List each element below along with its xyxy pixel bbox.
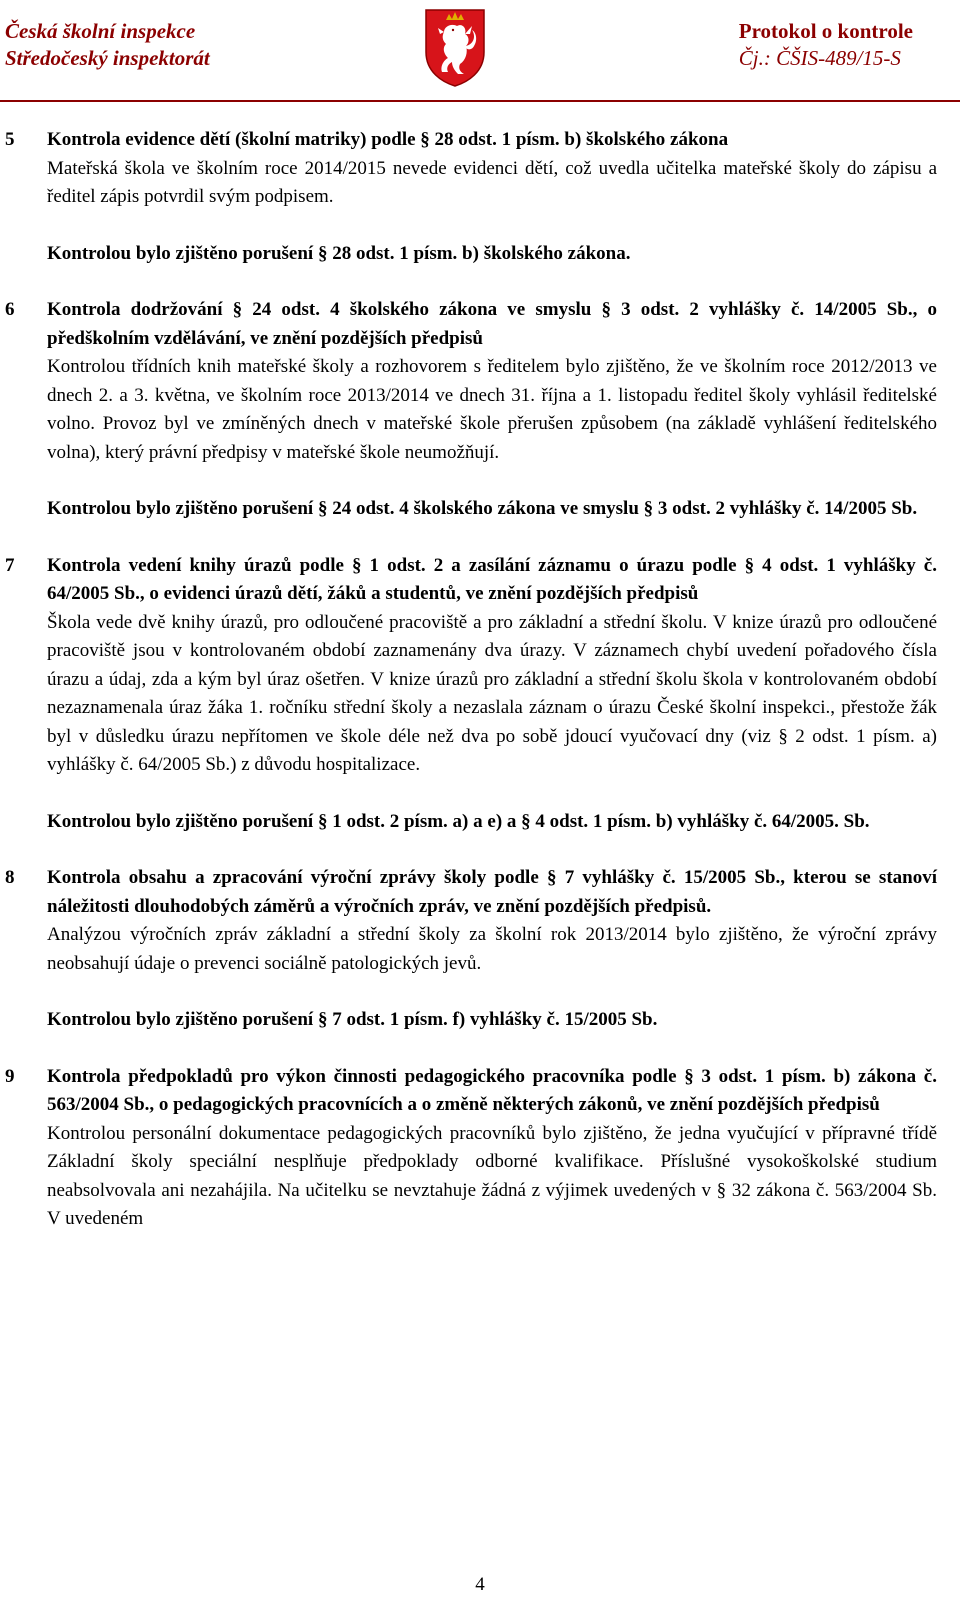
section-8: [5, 864, 937, 1035]
section-5: [5, 126, 937, 268]
spacer: [47, 780, 937, 808]
header-org-line1: Česká školní inspekce: [5, 19, 196, 43]
spacer: [5, 1035, 937, 1063]
header-organization: [5, 18, 210, 72]
spacer: [47, 467, 937, 495]
section-finding: Kontrolou bylo zjištěno porušení § 24 odst. 4 školského zákona ve smyslu § 3 odst. 2 vyhlášky č. 14/2005 Sb.: [47, 498, 918, 519]
spacer: [5, 524, 937, 552]
section-text: Kontrolou třídních knih mateřské školy a rozhovorem s ředitelem bylo zjištěno, že ve školním roce 2012/2013 ve dnech 2. a 3. května, ve školním roce 2013/2014 ve dnech 31. října a 1. listopadu ředitel školy vyhlásil ředitelské volno. Provoz byl ve zmíněných dnech v mateřské škole přerušen způsobem (na základě vyhlášení ředitelského volna), který právní předpisy v mateřské škole neumožňují.: [47, 356, 937, 463]
section-text: Analýzou výročních zpráv základní a střední školy za školní rok 2013/2014 bylo zjištěno, že výroční zprávy neobsahují údaje o prevenci sociálně patologických jevů.: [47, 924, 937, 974]
section-body: [47, 126, 937, 268]
section-number: 7: [5, 554, 15, 576]
section-9: [5, 1063, 937, 1234]
spacer: [5, 268, 937, 296]
section-6: [5, 296, 937, 524]
section-finding: Kontrolou bylo zjištěno porušení § 1 odst. 2 písm. a) a e) a § 4 odst. 1 písm. b) vyhlášky č. 64/2005. Sb.: [47, 810, 870, 832]
section-heading: Kontrola dodržování § 24 odst. 4 školského zákona ve smyslu § 3 odst. 2 vyhlášky č. 14/2005 Sb., o předškolním vzdělávání, ve znění pozdějších předpisů: [47, 299, 937, 349]
document-title: Protokol o kontrole: [738, 19, 913, 43]
section-text: Kontrolou personální dokumentace pedagogických pracovníků bylo zjištěno, že jedna vyučující v přípravné třídě Základní školy speciální nesplňuje předpoklady odborné kvalifikace. Příslušné vysokoškolské studium neabsolvovala ani nezahájila. Na učitelku se nevztahuje žádná z výjimek uvedených v § 32 zákona č. 563/2004 Sb. V uvedeném: [47, 1122, 937, 1229]
section-heading: Kontrola evidence dětí (školní matriky) podle § 28 odst. 1 písm. b) školského zákona: [47, 129, 729, 150]
section-number: 6: [5, 299, 15, 320]
section-heading: Kontrola obsahu a zpracování výroční zprávy školy podle § 7 vyhlášky č. 15/2005 Sb., kterou se stanoví náležitosti dlouhodobých záměrů a výročních zpráv, ve znění pozdějších předpisů.: [47, 867, 937, 917]
document-body: [5, 126, 937, 1234]
page-header: [0, 0, 960, 120]
section-number: 9: [5, 1065, 15, 1087]
section-7: [5, 552, 937, 837]
section-number: 8: [5, 867, 15, 888]
section-finding: Kontrolou bylo zjištěno porušení § 28 odst. 1 písm. b) školského zákona.: [47, 242, 631, 264]
header-org-line2: Středočeský inspektorát: [5, 46, 210, 70]
section-finding: Kontrolou bylo zjištěno porušení § 7 odst. 1 písm. f) vyhlášky č. 15/2005 Sb.: [47, 1009, 658, 1030]
state-emblem-icon: [422, 6, 488, 88]
section-body: [47, 1063, 937, 1234]
reference-number: Čj.: ČŠIS-489/15-S: [738, 46, 901, 70]
section-body: [47, 296, 937, 524]
page-number: 4: [475, 1574, 485, 1595]
section-body: [47, 864, 937, 1035]
section-text: Mateřská škola ve školním roce 2014/2015 nevede evidenci dětí, což uvedla učitelka mateřské školy do zápisu a ředitel zápis potvrdil svým podpisem.: [47, 157, 937, 207]
spacer: [47, 978, 937, 1006]
section-text: Škola vede dvě knihy úrazů, pro odloučené pracoviště a pro základní a střední školu. V knize úrazů pro odloučené pracoviště jsou v kontrolovaném období zaznamenány dva úrazy. V záznamech chybí uvedení pořadového čísla úrazu a údaj, zda a kým byl úraz ošetřen. V knize úrazů pro základní a střední školu škola v kontrolovaném období nezaznamenala úraz žáka 1. ročníku střední školy a nezaslala záznam o úrazu České školní inspekci., přestože žák byl v důsledku úrazu nepřítomen ve škole déle než dva po sobě jdoucí vyučovací dny (viz § 2 odst. 1 písm. a) vyhlášky č. 64/2005 Sb.) z důvodu hospitalizace.: [47, 611, 937, 775]
section-heading: Kontrola vedení knihy úrazů podle § 1 odst. 2 a zasílání záznamu o úrazu podle § 4 odst. 1 vyhlášky č. 64/2005 Sb., o evidenci úrazů dětí, žáků a studentů, ve znění pozdějších předpisů: [47, 554, 937, 604]
header-divider: [0, 100, 960, 102]
header-document-info: [739, 18, 913, 72]
spacer: [5, 836, 937, 864]
section-number: 5: [5, 129, 15, 150]
section-heading: Kontrola předpokladů pro výkon činnosti pedagogického pracovníka podle § 3 odst. 1 písm. b) zákona č. 563/2004 Sb., o pedagogických pracovnících a o změně některých zákonů, ve znění pozdějších předpisů: [47, 1065, 937, 1115]
spacer: [47, 212, 937, 240]
section-body: [47, 552, 937, 837]
